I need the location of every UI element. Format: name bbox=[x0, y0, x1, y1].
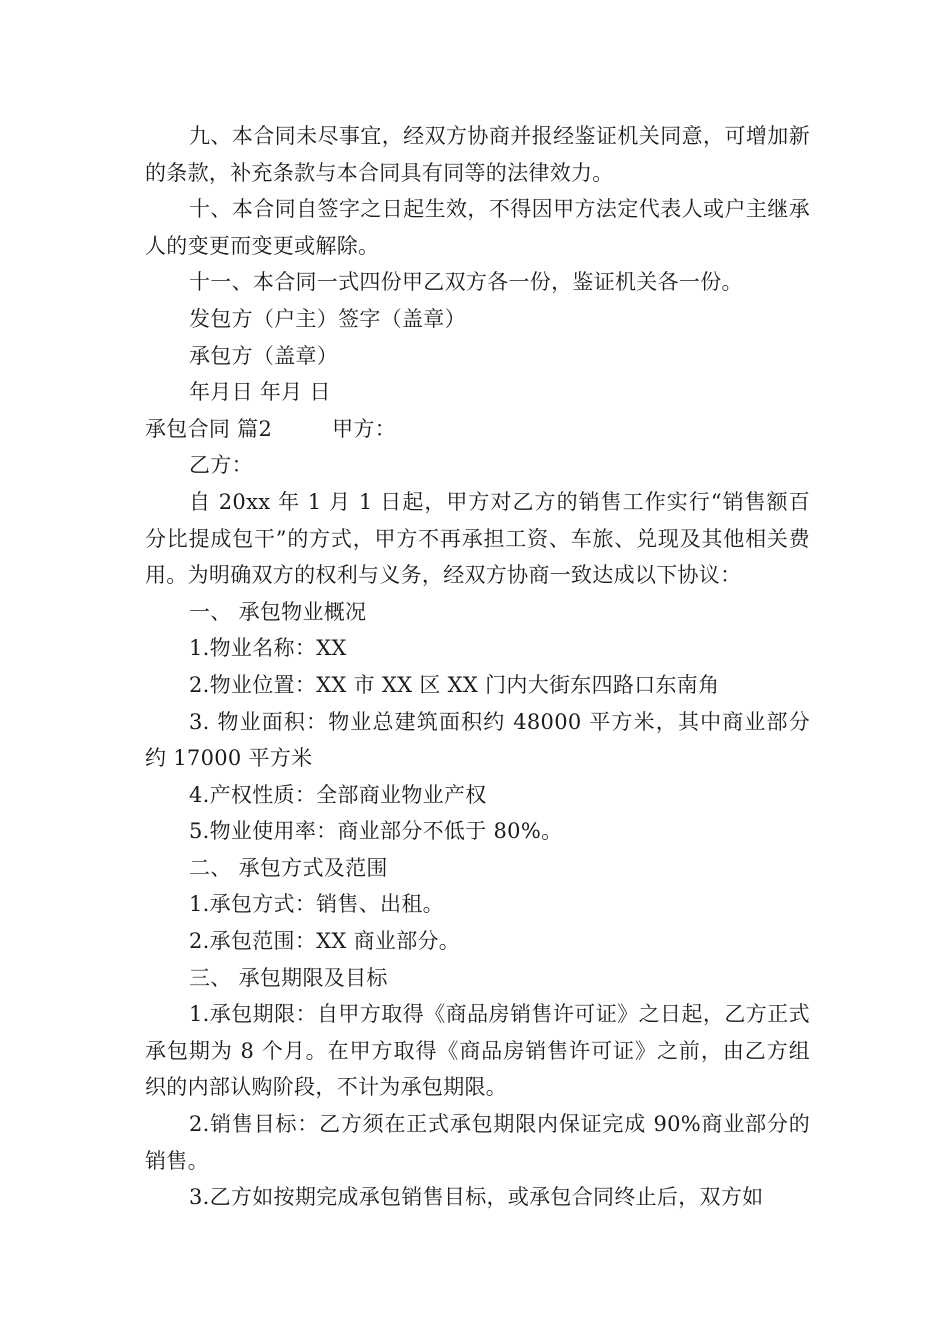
section-title: 承包合同 篇2 bbox=[145, 416, 273, 441]
heading-property-overview: 一、 承包物业概况 bbox=[189, 599, 367, 624]
contract-method: 1.承包方式：销售、出租。 bbox=[189, 892, 444, 917]
clause-10: 十、本合同自签字之日起生效，不得因甲方法定代表人或户主继承人的变更而变更或解除。 bbox=[145, 197, 810, 258]
property-title: 4.产权性质：全部商业物业产权 bbox=[189, 782, 487, 807]
employer-signature-line: 发包方（户主）签字（盖章） bbox=[189, 306, 466, 331]
property-area: 3. 物业面积：物业总建筑面积约 48000 平方米，其中商业部分约 17000 平方米 bbox=[145, 709, 810, 771]
completion-clause: 3.乙方如按期完成承包销售目标，或承包合同终止后，双方如 bbox=[189, 1185, 764, 1210]
document-body bbox=[145, 118, 810, 1216]
section-heading bbox=[145, 411, 810, 448]
property-location: 2.物业位置：XX 市 XX 区 XX 门内大街东四路口东南角 bbox=[189, 672, 720, 697]
clause-9: 九、本合同未尽事宜，经双方协商并报经鉴证机关同意，可增加新的条款，补充条款与本合同具有同等的法律效力。 bbox=[145, 124, 810, 185]
property-usage-rate: 5.物业使用率：商业部分不低于 80%。 bbox=[189, 819, 563, 844]
sales-target: 2.销售目标：乙方须在正式承包期限内保证完成 90%商业部分的销售。 bbox=[145, 1112, 810, 1173]
contractor-signature-line: 承包方（盖章） bbox=[189, 343, 339, 368]
party-a-label: 甲方： bbox=[332, 416, 397, 441]
heading-term-targets: 三、 承包期限及目标 bbox=[189, 965, 388, 990]
contract-term: 1.承包期限：自甲方取得《商品房销售许可证》之日起，乙方正式承包期为 8 个月。在甲方取得《商品房销售许可证》之前，由乙方组织的内部认购阶段，不计为承包期限。 bbox=[145, 1002, 810, 1100]
party-b-label: 乙方： bbox=[189, 453, 253, 478]
property-name: 1.物业名称：XX bbox=[189, 636, 347, 661]
date-line: 年月日 年月 日 bbox=[189, 380, 331, 405]
preamble: 自 20xx 年 1 月 1 日起，甲方对乙方的销售工作实行“销售额百分比提成包干”的方式，甲方不再承担工资、车旅、兑现及其他相关费用。为明确双方的权利与义务，经双方协商一致达成以下协议： bbox=[145, 489, 810, 588]
heading-contract-scope: 二、 承包方式及范围 bbox=[189, 855, 388, 880]
clause-11: 十一、本合同一式四份甲乙双方各一份，鉴证机关各一份。 bbox=[189, 270, 743, 295]
contract-scope: 2.承包范围：XX 商业部分。 bbox=[189, 929, 461, 954]
